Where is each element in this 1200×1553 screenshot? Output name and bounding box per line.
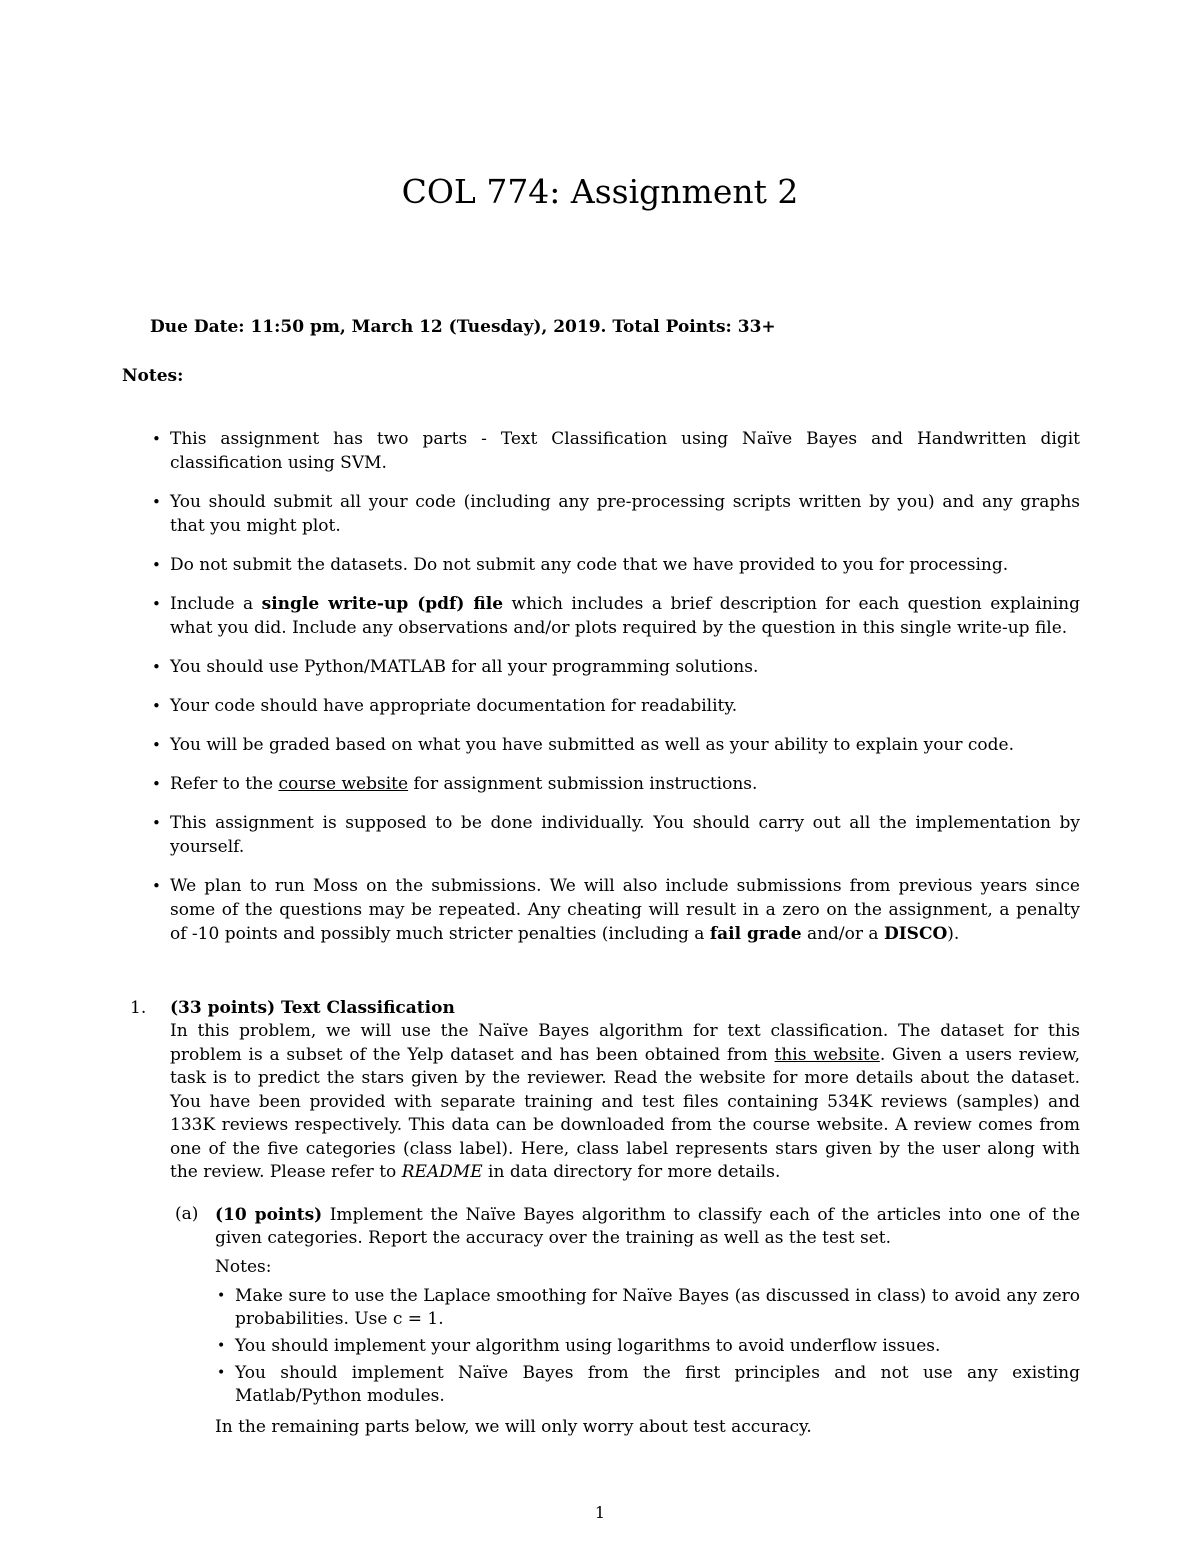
subpart-notes-heading: Notes: (215, 1257, 272, 1277)
note-item: • You will be graded based on what you have submitted as well as your ability to explain your code. (150, 733, 1080, 757)
remaining-parts-note: In the remaining parts below, we will only worry about test accuracy. (215, 1417, 812, 1437)
course-website-link[interactable]: course website (278, 774, 409, 794)
readme-ref: README (401, 1162, 483, 1182)
subpart-points: (10 points) (215, 1205, 323, 1225)
subpart-note-item: • You should implement your algorithm using logarithms to avoid underflow issues. (215, 1335, 1080, 1358)
subpart-note-item: • Make sure to use the Laplace smoothing for Naïve Bayes (as discussed in class) to avoid any zero probabilities. Use c = 1. (215, 1285, 1080, 1331)
note-item-moss: • We plan to run Moss on the submissions. We will also include submissions from previous years since some of the questions may be repeated. Any cheating will result in a zero on the assignment, a penalty of -10 points and possibly much stricter penalties (including a fail grade and/or a DISCO). (150, 874, 1080, 946)
note-item: • You should use Python/MATLAB for all your programming solutions. (150, 655, 1080, 679)
due-date-line: Due Date: 11:50 pm, March 12 (Tuesday), 2019. Total Points: 33+ (150, 317, 776, 337)
note-item-writeup: • Include a single write-up (pdf) file which includes a brief description for each question explaining what you did. Include any observations and/or plots required by the question in this single write-up file. (150, 592, 1080, 640)
notes-heading: Notes: (122, 366, 184, 386)
disco-emphasis: DISCO (883, 924, 948, 944)
fail-grade-emphasis: fail grade (709, 924, 802, 944)
notes-list (150, 427, 1080, 961)
note-item: • You should submit all your code (including any pre-processing scripts written by you) and any graphs that you might plot. (150, 490, 1080, 538)
writeup-emphasis: single write-up (pdf) file (261, 594, 504, 614)
subpart-label: (a) (175, 1204, 199, 1224)
note-item: • This assignment has two parts - Text Classification using Naïve Bayes and Handwritten digit classification using SVM. (150, 427, 1080, 475)
page-number: 1 (594, 1503, 606, 1522)
dataset-website-link[interactable]: this website (774, 1044, 880, 1065)
question-heading: (33 points) Text Classification (170, 998, 455, 1018)
note-item: • Do not submit the datasets. Do not submit any code that we have provided to you for processing. (150, 553, 1080, 577)
question-number: 1. (130, 998, 147, 1018)
question-1 (130, 996, 1080, 1185)
question-1a: (a) (10 points) Implement the Naïve Bayes algorithm to classify each of the articles into one of the given categories. Report the accuracy over the training as well as the test set. Notes: • Make sure to use the Laplace smoothing for Naïve Bayes (as discussed in class) to avoid any zero probabilities. Use c = 1. • You should implement your algorithm using logarithms to avoid underflow issues. • You should implement Naïve Bayes from the first principles and not use any existing Matlab/Python modules. In the remaining parts below, we will only worry about test accuracy. (175, 1204, 1080, 1439)
subpart-notes-list (215, 1285, 1080, 1408)
note-item-website: • Refer to the course website for assignment submission instructions. (150, 772, 1080, 796)
note-item: • This assignment is supposed to be done individually. You should carry out all the implementation by yourself. (150, 811, 1080, 859)
document-title: COL 774: Assignment 2 (401, 172, 799, 211)
subpart-note-item: • You should implement Naïve Bayes from the first principles and not use any existing Matlab/Python modules. (215, 1362, 1080, 1408)
question-body: In this problem, we will use the Naïve Bayes algorithm for text classification. The dataset for this problem is a subset of the Yelp dataset and has been obtained from this website. Given a users review, task is to predict the stars given by the reviewer. Read the website for more details about the dataset. You have been provided with separate training and test files containing 534K reviews (samples) and 133K reviews respectively. This data can be downloaded from the course website. A review comes from one of the five categories (class label). Here, class label represents stars given by the user along with the review. Please refer to README in data directory for more details. (170, 1021, 1080, 1182)
note-item: • Your code should have appropriate documentation for readability. (150, 694, 1080, 718)
